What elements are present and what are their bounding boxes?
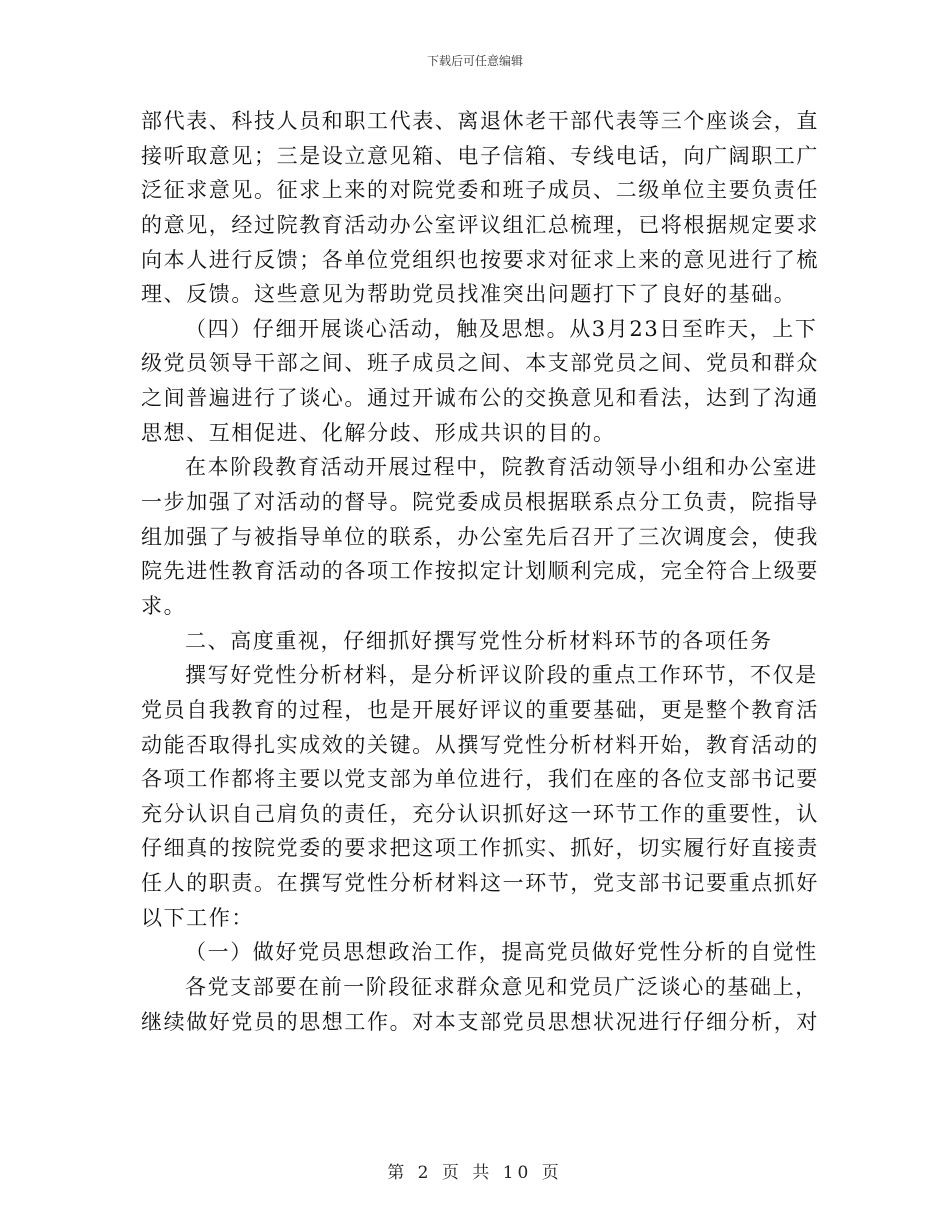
body-line: 思想、互相促进、化解分歧、形成共识的目的。 <box>141 420 616 445</box>
body-line: 向本人进行反馈；各单位党组织也按要求对征求上来的意见进行了梳 <box>141 247 819 272</box>
paragraph-start-line: 在本阶段教育活动开展过程中，院教育活动领导小组和办公室进 <box>185 455 818 480</box>
body-line: 组加强了与被指导单位的联系，办公室先后召开了三次调度会，使我 <box>141 524 819 549</box>
paragraph-start-line: （四）仔细开展谈心活动，触及思想。从3月23日至昨天，上下 <box>185 316 818 341</box>
body-line: 级党员领导干部之间、班子成员之间、本支部党员之间、党员和群众 <box>141 351 819 376</box>
body-line: 各项工作都将主要以党支部为单位进行，我们在座的各位支部书记要 <box>141 767 819 792</box>
body-line: 接听取意见；三是设立意见箱、电子信箱、专线电话，向广阔职工广 <box>141 143 819 168</box>
page-number-footer: 第 2 页 共 10 页 <box>387 1163 563 1183</box>
body-line: 部代表、科技人员和职工代表、离退休老干部代表等三个座谈会，直 <box>141 109 819 133</box>
body-line: 动能否取得扎实成效的关键。从撰写党性分析材料开始，教育活动的 <box>141 732 819 757</box>
body-line: 求。 <box>141 593 187 618</box>
body-line: 的意见，经过院教育活动办公室评议组汇总梳理，已将根据规定要求 <box>141 212 819 237</box>
body-line: 充分认识自己肩负的责任，充分认识抓好这一环节工作的重要性，认 <box>141 801 819 826</box>
page-header: 下载后可任意编辑 <box>426 54 523 68</box>
body-line: 之间普遍进行了谈心。通过开诚布公的交换意见和看法，达到了沟通 <box>141 386 819 411</box>
paragraph-start-line: 各党支部要在前一阶段征求群众意见和党员广泛谈心的基础上， <box>185 975 818 1000</box>
body-line: 泛征求意见。征求上来的对院党委和班子成员、二级单位主要负责任 <box>141 178 819 203</box>
document-body <box>141 104 819 1039</box>
subsection-heading: （一）做好党员思想政治工作，提高党员做好党性分析的自觉性 <box>185 940 818 965</box>
paragraph-start-line: 撰写好党性分析材料，是分析评议阶段的重点工作环节，不仅是 <box>185 663 818 688</box>
body-line: 院先进性教育活动的各项工作按拟定计划顺利完成，完全符合上级要 <box>141 559 819 584</box>
body-line: 继续做好党员的思想工作。对本支部党员思想状况进行仔细分析，对 <box>141 1009 819 1034</box>
body-line: 以下工作： <box>141 905 254 930</box>
section-heading: 二、高度重视，仔细抓好撰写党性分析材料环节的各项任务 <box>185 628 773 653</box>
body-line: 党员自我教育的过程，也是开展好评议的重要基础，更是整个教育活 <box>141 697 819 722</box>
body-line: 理、反馈。这些意见为帮助党员找准突出问题打下了良好的基础。 <box>141 282 797 307</box>
body-line: 仔细真的按院党委的要求把这项工作抓实、抓好，切实履行好直接责 <box>141 836 819 861</box>
body-line: 一步加强了对活动的督导。院党委成员根据联系点分工负责，院指导 <box>141 490 819 515</box>
body-line: 任人的职责。在撰写党性分析材料这一环节，党支部书记要重点抓好 <box>141 871 819 896</box>
